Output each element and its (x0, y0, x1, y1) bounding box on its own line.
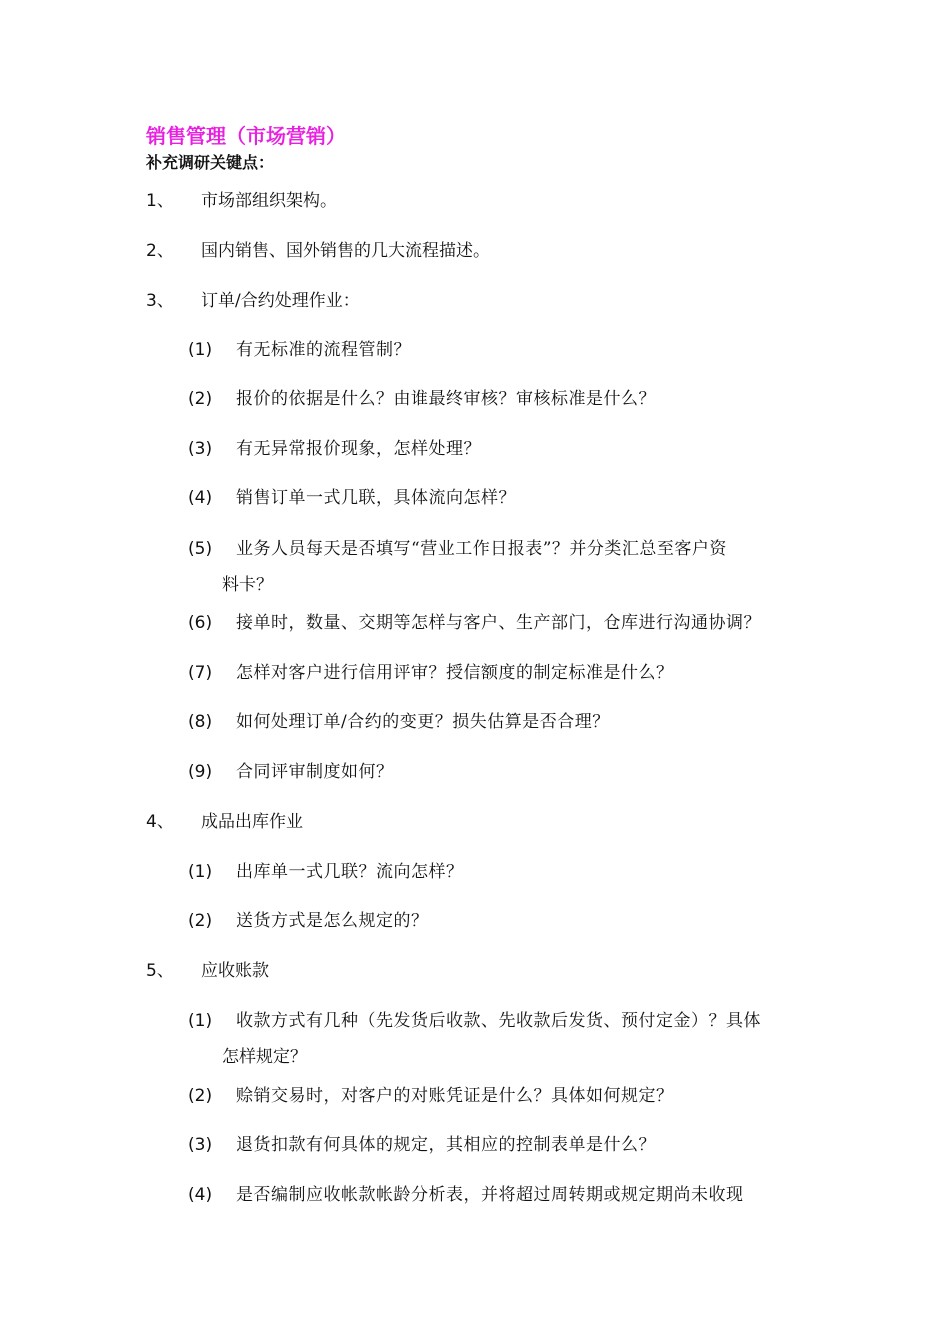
section-number: 4、 (146, 812, 174, 832)
item-number: (1) (188, 1011, 213, 1031)
list-item: 接单时，数量、交期等怎样与客户、生产部门，仓库进行沟通协调？ (236, 613, 761, 633)
section-number: 2、 (146, 241, 174, 261)
list-item: 送货方式是怎么规定的？ (236, 911, 429, 931)
list-item: 有无标准的流程管制？ (236, 340, 411, 360)
item-number: (2) (188, 389, 213, 409)
list-item: 业务人员每天是否填写“营业工作日报表”？并分类汇总至客户资 (236, 539, 727, 559)
list-item: 出库单一式几联？流向怎样？ (236, 862, 464, 882)
list-item: 是否编制应收帐款帐龄分析表，并将超过周转期或规定期尚未收现 (236, 1185, 744, 1205)
section-heading: 市场部组织架构。 (201, 191, 337, 211)
item-number: (4) (188, 1185, 213, 1205)
list-item: 有无异常报价现象，怎样处理？ (236, 439, 481, 459)
list-item: 怎样对客户进行信用评审？授信额度的制定标准是什么？ (236, 663, 674, 683)
item-number: (5) (188, 539, 213, 559)
item-number: (1) (188, 862, 213, 882)
item-number: (6) (188, 613, 213, 633)
item-number: (2) (188, 1086, 213, 1106)
section-heading: 应收账款 (201, 961, 269, 981)
item-number: (2) (188, 911, 213, 931)
section-heading: 订单/合约处理作业： (201, 291, 360, 311)
list-item: 如何处理订单/合约的变更？损失估算是否合理？ (236, 712, 610, 732)
list-item: 合同评审制度如何？ (236, 762, 394, 782)
list-item: 报价的依据是什么？由谁最终审核？审核标准是什么？ (236, 389, 656, 409)
section-number: 3、 (146, 291, 174, 311)
section-heading: 成品出库作业 (201, 812, 303, 832)
item-number: (3) (188, 1135, 213, 1155)
list-item-continuation: 料卡？ (222, 575, 273, 595)
list-item: 收款方式有几种（先发货后收款、先收款后发货、预付定金）？具体 (236, 1011, 761, 1031)
list-item: 销售订单一式几联，具体流向怎样？ (236, 488, 516, 508)
section-number: 1、 (146, 191, 174, 211)
item-number: (7) (188, 663, 213, 683)
item-number: (9) (188, 762, 213, 782)
section-number: 5、 (146, 961, 174, 981)
document-title: 销售管理（市场营销） (146, 124, 346, 148)
document-subtitle: 补充调研关键点： (146, 153, 275, 172)
list-item: 赊销交易时，对客户的对账凭证是什么？具体如何规定？ (236, 1086, 674, 1106)
list-item: 退货扣款有何具体的规定，其相应的控制表单是什么？ (236, 1135, 656, 1155)
item-number: (8) (188, 712, 213, 732)
section-heading: 国内销售、国外销售的几大流程描述。 (201, 241, 490, 261)
item-number: (3) (188, 439, 213, 459)
item-number: (1) (188, 340, 213, 360)
list-item-continuation: 怎样规定？ (222, 1047, 307, 1067)
item-number: (4) (188, 488, 213, 508)
